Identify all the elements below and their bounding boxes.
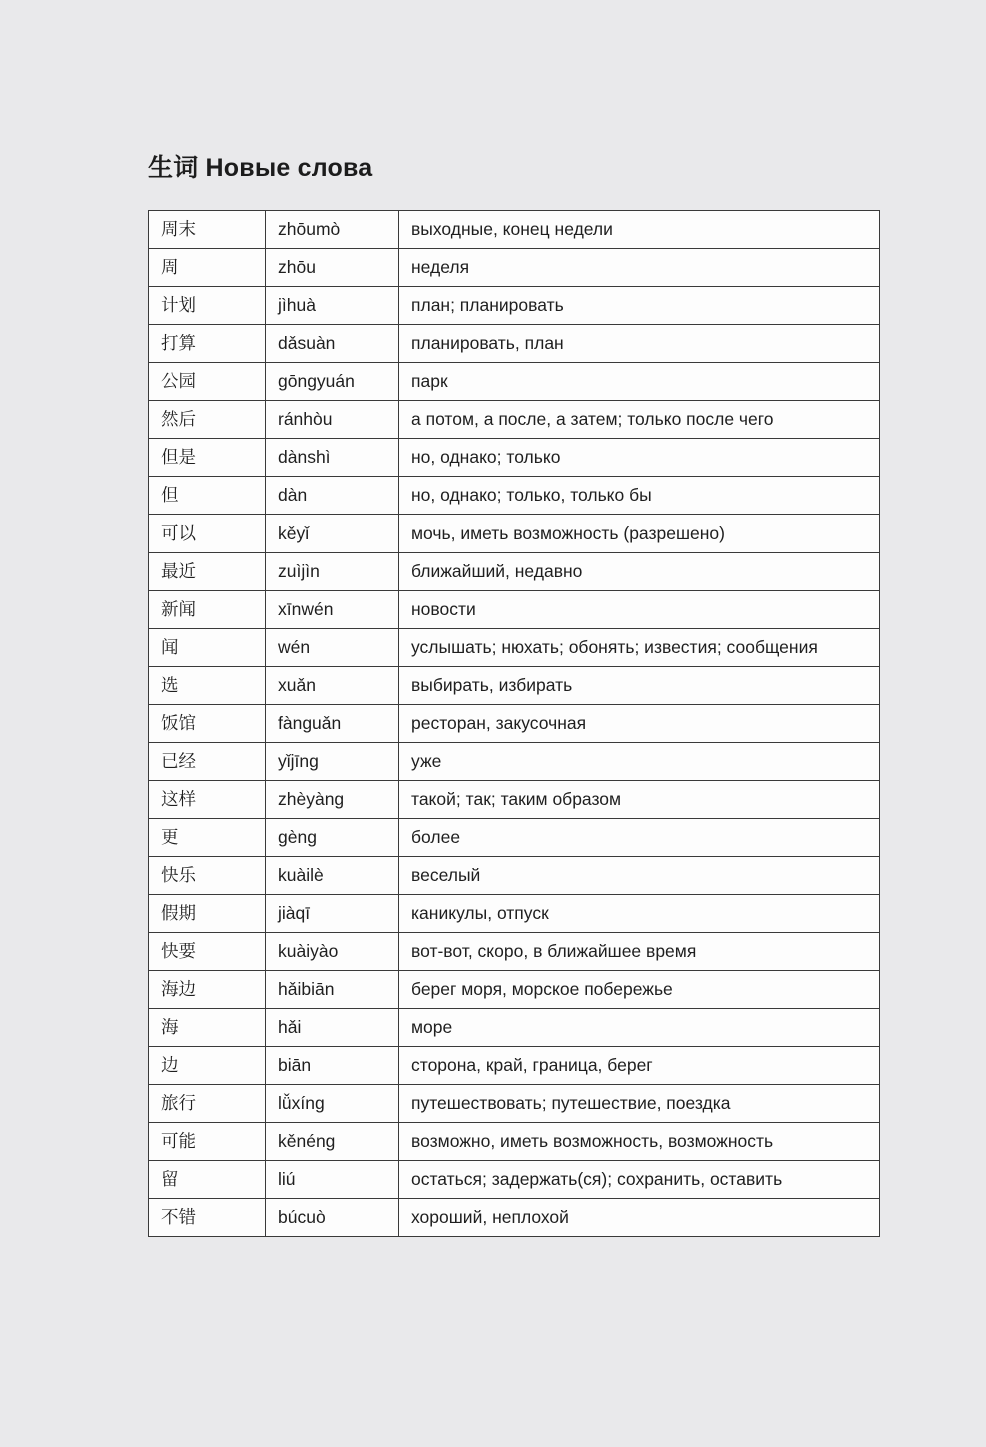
table-row — [149, 211, 880, 249]
translation-cell: сторона, край, граница, берег — [399, 1047, 880, 1085]
table-row — [149, 971, 880, 1009]
table-row — [149, 895, 880, 933]
pinyin-cell: kěyǐ — [266, 515, 399, 553]
translation-cell: возможно, иметь возможность, возможность — [399, 1123, 880, 1161]
vocab-table-body — [149, 211, 880, 1237]
page-title: 生词 Новые слова — [148, 154, 373, 182]
table-row — [149, 1123, 880, 1161]
translation-cell: ресторан, закусочная — [399, 705, 880, 743]
hanzi-cell: 更 — [149, 819, 266, 857]
table-row — [149, 1009, 880, 1047]
pinyin-cell: biān — [266, 1047, 399, 1085]
vocab-table — [148, 210, 880, 1237]
pinyin-cell: dàn — [266, 477, 399, 515]
translation-cell: море — [399, 1009, 880, 1047]
pinyin-cell: kuàiyào — [266, 933, 399, 971]
hanzi-cell: 打算 — [149, 325, 266, 363]
translation-cell: путешествовать; путешествие, поездка — [399, 1085, 880, 1123]
hanzi-cell: 已经 — [149, 743, 266, 781]
pinyin-cell: gōngyuán — [266, 363, 399, 401]
translation-cell: более — [399, 819, 880, 857]
translation-cell: план; планировать — [399, 287, 880, 325]
table-row — [149, 1047, 880, 1085]
pinyin-cell: wén — [266, 629, 399, 667]
translation-cell: хороший, неплохой — [399, 1199, 880, 1237]
pinyin-cell: búcuò — [266, 1199, 399, 1237]
pinyin-cell: zuìjìn — [266, 553, 399, 591]
hanzi-cell: 公园 — [149, 363, 266, 401]
translation-cell: мочь, иметь возможность (разрешено) — [399, 515, 880, 553]
translation-cell: выбирать, избирать — [399, 667, 880, 705]
hanzi-cell: 然后 — [149, 401, 266, 439]
pinyin-cell: hǎi — [266, 1009, 399, 1047]
pinyin-cell: yǐjīng — [266, 743, 399, 781]
pinyin-cell: hǎibiān — [266, 971, 399, 1009]
translation-cell: услышать; нюхать; обонять; известия; сообщения — [399, 629, 880, 667]
translation-cell: выходные, конец недели — [399, 211, 880, 249]
hanzi-cell: 最近 — [149, 553, 266, 591]
pinyin-cell: fànguǎn — [266, 705, 399, 743]
table-row — [149, 629, 880, 667]
hanzi-cell: 选 — [149, 667, 266, 705]
table-row — [149, 1161, 880, 1199]
translation-cell: новости — [399, 591, 880, 629]
hanzi-cell: 可能 — [149, 1123, 266, 1161]
table-row — [149, 287, 880, 325]
table-row — [149, 325, 880, 363]
pinyin-cell: dànshì — [266, 439, 399, 477]
pinyin-cell: zhōumò — [266, 211, 399, 249]
translation-cell: уже — [399, 743, 880, 781]
pinyin-cell: gèng — [266, 819, 399, 857]
table-row — [149, 933, 880, 971]
translation-cell: но, однако; только — [399, 439, 880, 477]
hanzi-cell: 不错 — [149, 1199, 266, 1237]
hanzi-cell: 计划 — [149, 287, 266, 325]
translation-cell: такой; так; таким образом — [399, 781, 880, 819]
hanzi-cell: 可以 — [149, 515, 266, 553]
table-row — [149, 781, 880, 819]
hanzi-cell: 海 — [149, 1009, 266, 1047]
hanzi-cell: 假期 — [149, 895, 266, 933]
translation-cell: но, однако; только, только бы — [399, 477, 880, 515]
translation-cell: планировать, план — [399, 325, 880, 363]
table-row — [149, 819, 880, 857]
translation-cell: парк — [399, 363, 880, 401]
table-row — [149, 439, 880, 477]
table-row — [149, 1085, 880, 1123]
table-row — [149, 705, 880, 743]
pinyin-cell: dǎsuàn — [266, 325, 399, 363]
table-row — [149, 591, 880, 629]
table-row — [149, 363, 880, 401]
pinyin-cell: lǚxíng — [266, 1085, 399, 1123]
hanzi-cell: 新闻 — [149, 591, 266, 629]
table-row — [149, 553, 880, 591]
hanzi-cell: 快乐 — [149, 857, 266, 895]
translation-cell: а потом, а после, а затем; только после чего — [399, 401, 880, 439]
table-row — [149, 667, 880, 705]
pinyin-cell: kuàilè — [266, 857, 399, 895]
pinyin-cell: zhōu — [266, 249, 399, 287]
translation-cell: берег моря, морское побережье — [399, 971, 880, 1009]
translation-cell: остаться; задержать(ся); сохранить, оставить — [399, 1161, 880, 1199]
pinyin-cell: xuǎn — [266, 667, 399, 705]
translation-cell: каникулы, отпуск — [399, 895, 880, 933]
hanzi-cell: 饭馆 — [149, 705, 266, 743]
hanzi-cell: 留 — [149, 1161, 266, 1199]
pinyin-cell: ránhòu — [266, 401, 399, 439]
table-row — [149, 401, 880, 439]
table-row — [149, 1199, 880, 1237]
table-row — [149, 515, 880, 553]
hanzi-cell: 周 — [149, 249, 266, 287]
hanzi-cell: 这样 — [149, 781, 266, 819]
table-row — [149, 477, 880, 515]
pinyin-cell: zhèyàng — [266, 781, 399, 819]
pinyin-cell: kěnéng — [266, 1123, 399, 1161]
pinyin-cell: jiàqī — [266, 895, 399, 933]
table-row — [149, 743, 880, 781]
table-row — [149, 249, 880, 287]
table-row — [149, 857, 880, 895]
hanzi-cell: 快要 — [149, 933, 266, 971]
hanzi-cell: 旅行 — [149, 1085, 266, 1123]
hanzi-cell: 周末 — [149, 211, 266, 249]
translation-cell: вот-вот, скоро, в ближайшее время — [399, 933, 880, 971]
hanzi-cell: 但 — [149, 477, 266, 515]
pinyin-cell: liú — [266, 1161, 399, 1199]
translation-cell: ближайший, недавно — [399, 553, 880, 591]
pinyin-cell: xīnwén — [266, 591, 399, 629]
translation-cell: неделя — [399, 249, 880, 287]
translation-cell: веселый — [399, 857, 880, 895]
hanzi-cell: 但是 — [149, 439, 266, 477]
hanzi-cell: 闻 — [149, 629, 266, 667]
pinyin-cell: jìhuà — [266, 287, 399, 325]
hanzi-cell: 海边 — [149, 971, 266, 1009]
hanzi-cell: 边 — [149, 1047, 266, 1085]
